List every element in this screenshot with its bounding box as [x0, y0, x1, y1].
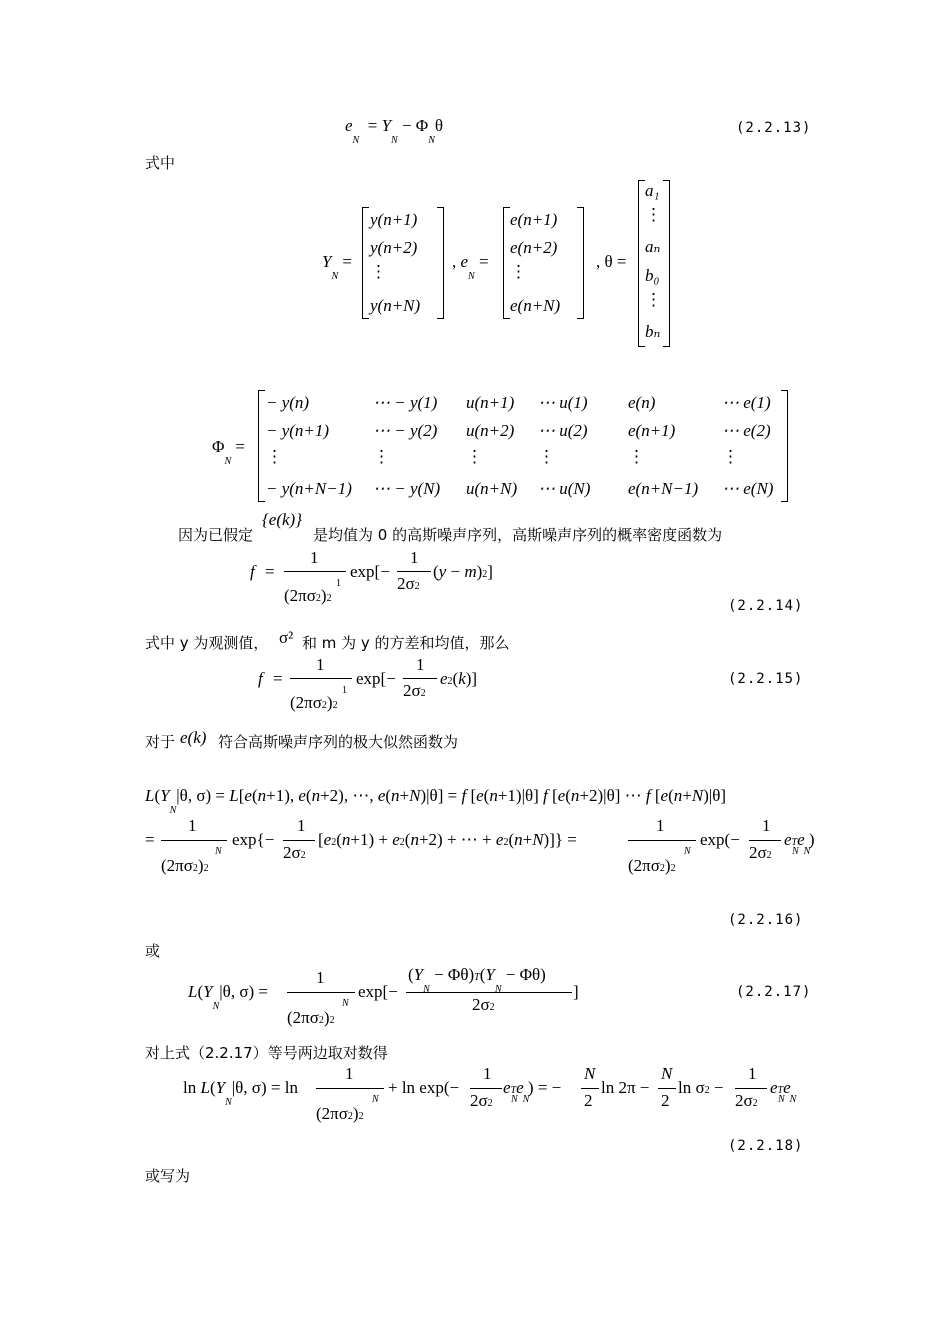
ek-set: {e(k)} — [262, 510, 303, 529]
sigma-squared: σ² — [279, 628, 294, 647]
e-row-2: e(n+2) — [510, 238, 558, 257]
phi-cell-r4-c5: e(n+N−1) — [628, 479, 699, 498]
text-where: 式中 — [145, 154, 176, 172]
eq-number-2-2-17: (2.2.17) — [736, 984, 812, 1000]
ek-symbol: e(k) — [180, 728, 207, 747]
phi-cell-r3-c6: ⋮ — [722, 447, 739, 466]
phi-cell-r2-c3: u(n+2) — [466, 421, 515, 440]
phi-cell-r3-c5: ⋮ — [628, 447, 645, 466]
phi-cell-r1-c1: − y(n) — [266, 393, 310, 412]
theta-right-bracket — [663, 180, 670, 347]
eq-number-2-2-14: (2.2.14) — [728, 598, 804, 614]
eq-number-2-2-18: (2.2.18) — [728, 1138, 804, 1154]
Y-row-2: y(n+2) — [370, 238, 418, 257]
phi-cell-r2-c2: ⋯ − y(2) — [373, 421, 438, 440]
e-right-bracket — [577, 207, 584, 319]
phi-cell-r2-c1: − y(n+1) — [266, 421, 330, 440]
Y-row-3: ⋮ — [370, 262, 387, 281]
theta-symbol: , θ = — [596, 252, 627, 271]
theta-row-4: b₀ — [645, 266, 660, 285]
phi-cell-r1-c5: e(n) — [628, 393, 656, 412]
text-where-y-rest: 和 m 为 y 的方差和均值，那么 — [302, 634, 510, 652]
phi-right-bracket — [781, 390, 788, 502]
phi-cell-r3-c1: ⋮ — [266, 447, 283, 466]
text-or-write: 或写为 — [145, 1167, 191, 1185]
phi-cell-r1-c4: ⋯ u(1) — [538, 393, 588, 412]
Y-N-symbol: $Y_N$ = — [322, 252, 352, 282]
phi-cell-r2-c4: ⋯ u(2) — [538, 421, 588, 440]
text-for-ek-rest: 符合高斯噪声序列的极大似然函数为 — [218, 733, 459, 751]
phi-cell-r4-c4: ⋯ u(N) — [538, 479, 591, 498]
theta-left-bracket — [638, 180, 645, 347]
e-N-symbol: , $e_N$ = — [452, 252, 489, 282]
phi-cell-r4-c2: ⋯ − y(N) — [373, 479, 441, 498]
text-or: 或 — [145, 942, 161, 960]
e-row-4: e(n+N) — [510, 296, 561, 315]
Phi-N-symbol: $\Phi_N$ = — [212, 437, 245, 467]
e-row-1: e(n+1) — [510, 210, 558, 229]
equation-2-2-13: $e_N = Y_N - \Phi_N\theta$ — [345, 116, 444, 146]
phi-cell-r3-c4: ⋮ — [538, 447, 555, 466]
Y-row-4: y(n+N) — [370, 296, 421, 315]
theta-row-6: bₙ — [645, 322, 661, 341]
phi-cell-r2-c5: e(n+1) — [628, 421, 676, 440]
phi-cell-r4-c6: ⋯ e(N) — [722, 479, 774, 498]
phi-cell-r1-c3: u(n+1) — [466, 393, 515, 412]
text-gaussian-intro: 是均值为 0 的高斯噪声序列，高斯噪声序列的概率密度函数为 — [313, 526, 723, 544]
phi-cell-r3-c3: ⋮ — [466, 447, 483, 466]
text-for-ek: 对于 — [145, 733, 176, 751]
theta-row-3: aₙ — [645, 237, 661, 256]
phi-cell-r4-c1: − y(n+N−1) — [266, 479, 352, 498]
phi-cell-r2-c6: ⋯ e(2) — [722, 421, 771, 440]
Y-row-1: y(n+1) — [370, 210, 418, 229]
text-where-y: 式中 y 为观测值， — [145, 634, 269, 652]
phi-cell-r1-c2: ⋯ − y(1) — [373, 393, 438, 412]
eq-number-2-2-16: (2.2.16) — [728, 912, 804, 928]
Y-right-bracket — [437, 207, 444, 319]
e-row-3: ⋮ — [510, 262, 527, 281]
theta-row-1: a₁ — [645, 181, 660, 200]
phi-cell-r1-c6: ⋯ e(1) — [722, 393, 771, 412]
e-left-bracket — [503, 207, 510, 319]
eq-number-2-2-15: (2.2.15) — [728, 671, 804, 687]
phi-left-bracket — [258, 390, 265, 502]
theta-row-5: ⋮ — [645, 290, 662, 309]
theta-row-2: ⋮ — [645, 205, 662, 224]
eq-number-2-2-13: (2.2.13) — [736, 120, 812, 136]
Y-left-bracket — [362, 207, 369, 319]
text-because: 因为已假定 — [178, 526, 254, 544]
phi-cell-r3-c2: ⋮ — [373, 447, 390, 466]
phi-cell-r4-c3: u(n+N) — [466, 479, 518, 498]
text-take-log: 对上式（2.2.17）等号两边取对数得 — [145, 1044, 388, 1062]
